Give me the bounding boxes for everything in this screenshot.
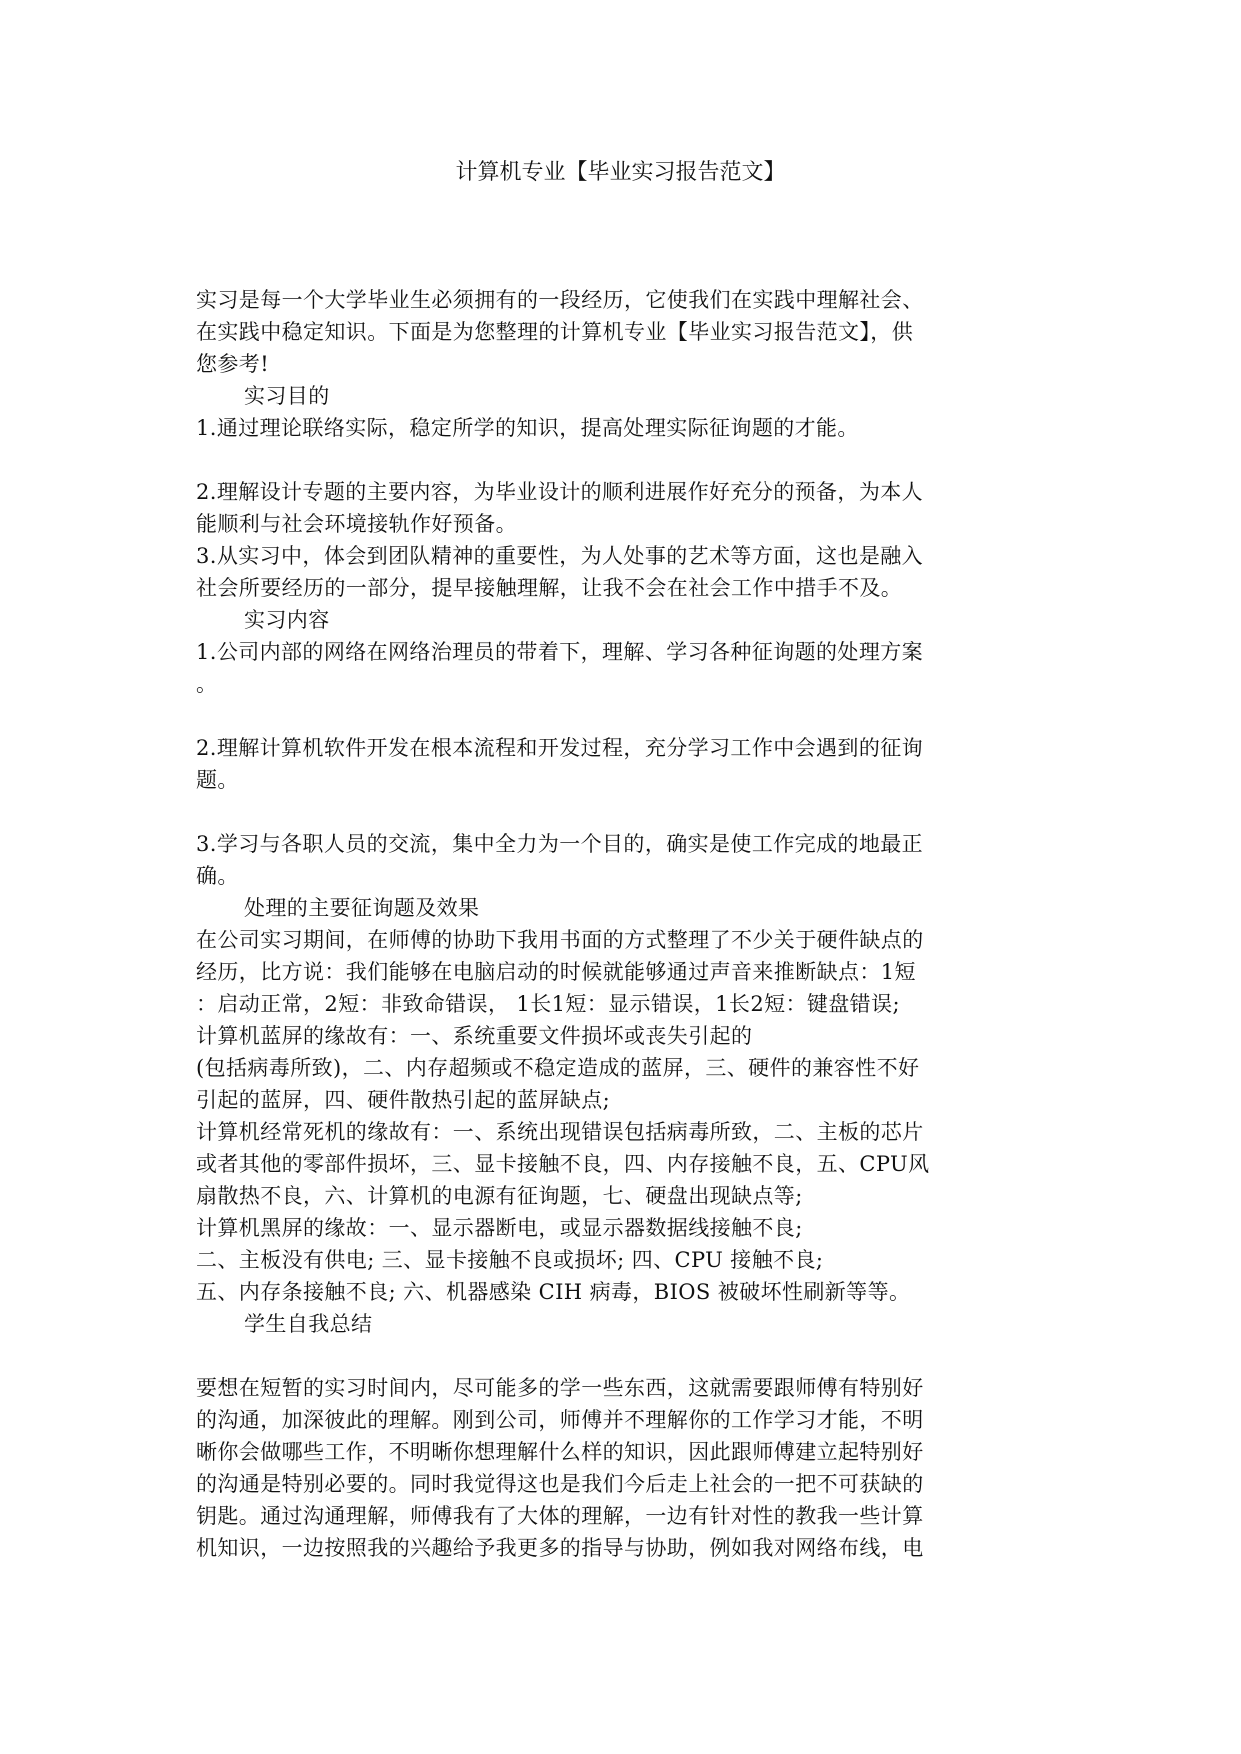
section-heading: 实习目的 — [244, 384, 330, 408]
paragraph-line: 扇散热不良，六、计算机的电源有征询题，七、硬盘出现缺点等; — [196, 1184, 803, 1208]
paragraph-line: 2.理解计算机软件开发在根本流程和开发过程，充分学习工作中会遇到的征询 — [196, 736, 924, 760]
paragraph-line: 计算机经常死机的缘故有：一、系统出现错误包括病毒所致，二、主板的芯片 — [196, 1120, 924, 1144]
paragraph-line: 3.从实习中，体会到团队精神的重要性，为人处事的艺术等方面，这也是融入 — [196, 544, 924, 568]
paragraph-line: 钥匙。通过沟通理解，师傅我有了大体的理解，一边有针对性的教我一些计算 — [196, 1504, 924, 1528]
blank-line — [196, 796, 1046, 828]
paragraph-line: 经历，比方说：我们能够在电脑启动的时候就能够通过声音来推断缺点：1短 — [196, 960, 916, 984]
section-heading: 处理的主要征询题及效果 — [244, 896, 480, 920]
paragraph-line: 机知识，一边按照我的兴趣给予我更多的指导与协助，例如我对网络布线，电 — [196, 1536, 924, 1560]
paragraph-line: (包括病毒所致)，二、内存超频或不稳定造成的蓝屏，三、硬件的兼容性不好 — [196, 1056, 920, 1080]
paragraph-line: ：启动正常，2短：非致命错误， 1长1短：显示错误，1长2短：键盘错误; — [196, 992, 900, 1016]
document-body — [196, 284, 1046, 1564]
document-title: 计算机专业【毕业实习报告范文】 — [455, 160, 786, 185]
paragraph-line: 1.通过理论联络实际，稳定所学的知识，提高处理实际征询题的才能。 — [196, 416, 859, 440]
paragraph-line: 的沟通是特别必要的。同时我觉得这也是我们今后走上社会的一把不可获缺的 — [196, 1472, 924, 1496]
paragraph-line: 五、内存条接触不良; 六、机器感染 CIH 病毒，BIOS 被破坏性刷新等等。 — [196, 1280, 911, 1304]
paragraph-line: 要想在短暂的实习时间内，尽可能多的学一些东西，这就需要跟师傅有特别好 — [196, 1376, 924, 1400]
blank-line — [196, 444, 1046, 476]
paragraph-line: 的沟通，加深彼此的理解。刚到公司，师傅并不理解你的工作学习才能，不明 — [196, 1408, 924, 1432]
paragraph-line: 。 — [196, 672, 218, 696]
paragraph-line: 社会所要经历的一部分，提早接触理解，让我不会在社会工作中措手不及。 — [196, 576, 903, 600]
paragraph-line: 二、主板没有供电; 三、显卡接触不良或损坏; 四、CPU 接触不良; — [196, 1248, 824, 1272]
paragraph-line: 您参考! — [196, 352, 270, 376]
paragraph-line: 2.理解设计专题的主要内容，为毕业设计的顺利进展作好充分的预备，为本人 — [196, 480, 924, 504]
paragraph-line: 题。 — [196, 768, 239, 792]
blank-line — [196, 700, 1046, 732]
section-heading: 实习内容 — [244, 608, 330, 632]
paragraph-line: 计算机黑屏的缘故：一、显示器断电，或显示器数据线接触不良; — [196, 1216, 803, 1240]
paragraph-line: 确。 — [196, 864, 239, 888]
paragraph-line: 实习是每一个大学毕业生必须拥有的一段经历，它使我们在实践中理解社会、 — [196, 288, 924, 312]
paragraph-line: 在公司实习期间，在师傅的协助下我用书面的方式整理了不少关于硬件缺点的 — [196, 928, 924, 952]
paragraph-line: 在实践中稳定知识。下面是为您整理的计算机专业【毕业实习报告范文】，供 — [196, 320, 914, 344]
paragraph-line: 1.公司内部的网络在网络治理员的带着下，理解、学习各种征询题的处理方案 — [196, 640, 924, 664]
paragraph-line: 晰你会做哪些工作，不明晰你想理解什么样的知识，因此跟师傅建立起特别好 — [196, 1440, 924, 1464]
paragraph-line: 3.学习与各职人员的交流，集中全力为一个目的，确实是使工作完成的地最正 — [196, 832, 924, 856]
paragraph-line: 能顺利与社会环境接轨作好预备。 — [196, 512, 517, 536]
paragraph-line: 引起的蓝屏，四、硬件散热引起的蓝屏缺点; — [196, 1088, 611, 1112]
paragraph-line: 计算机蓝屏的缘故有：一、系统重要文件损坏或丧失引起的 — [196, 1024, 753, 1048]
blank-line — [196, 1340, 1046, 1372]
section-heading: 学生自我总结 — [244, 1312, 373, 1336]
paragraph-line: 或者其他的零部件损坏，三、显卡接触不良，四、内存接触不良，五、CPU风 — [196, 1152, 930, 1176]
